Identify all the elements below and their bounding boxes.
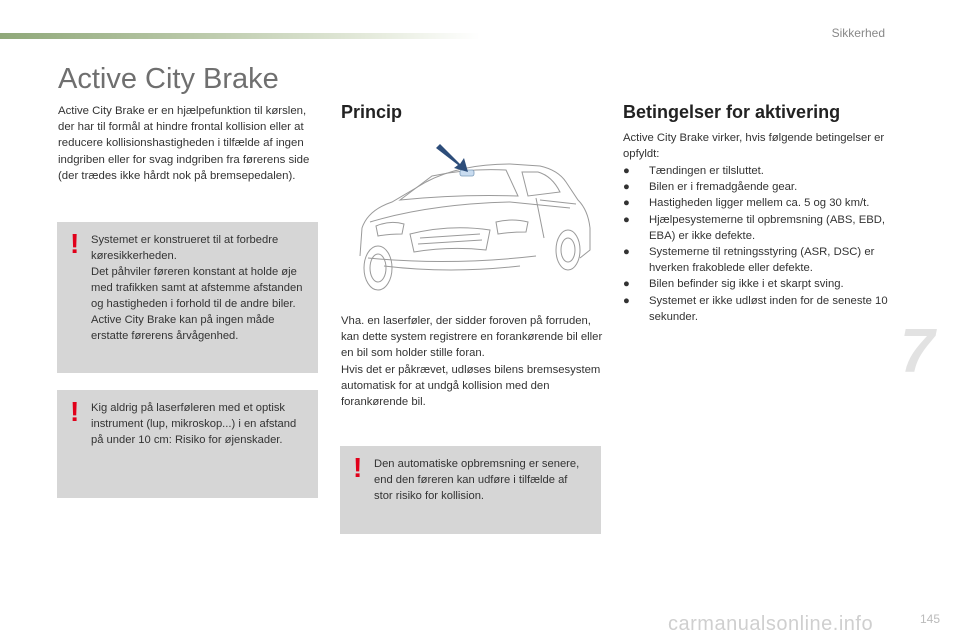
list-item-text: Hjælpesystemerne til opbremsning (ABS, EBD, EBA) er ikke defekte. (649, 213, 886, 242)
list-item-text: Systemet er ikke udløst inden for de seneste 10 sekunder. (649, 294, 888, 323)
list-item (623, 276, 888, 292)
sensor-arrow-icon (436, 144, 468, 172)
warning-box-system (57, 222, 318, 373)
car-illustration (340, 138, 602, 300)
bullet-icon: ● (623, 246, 630, 259)
list-item (623, 163, 888, 179)
betingelser-intro: Active City Brake virker, hvis følgende betingelser er opfyldt: (623, 132, 885, 161)
page-title: Active City Brake (58, 63, 279, 95)
list-item-text: Bilen befinder sig ikke i et skarpt sving. (649, 278, 844, 291)
chapter-number: 7 (900, 317, 935, 386)
bullet-icon: ● (623, 197, 630, 210)
conditions-list (623, 163, 888, 325)
bullet-icon: ● (623, 181, 630, 194)
warning-line: Systemet er konstrueret til at forbedre køresikkerheden. (91, 234, 279, 262)
bullet-icon: ● (623, 165, 630, 177)
list-item (623, 293, 888, 325)
warning-icon: ! (70, 396, 80, 427)
warning-box-braking (340, 446, 601, 534)
heading-princip: Princip (341, 102, 403, 122)
warning-text (91, 400, 306, 448)
section-label: Sikkerhed (831, 26, 885, 40)
bullet-icon: ● (623, 213, 630, 226)
warning-line: Den automatiske opbremsning er senere, end den føreren kan udføre i tilfælde af stor risiko for kollision. (374, 458, 580, 502)
princip-paragraph: Hvis det er påkrævet, udløses bilens bremsesystem automatisk for at undgå kollision med den forankørende bil. (341, 363, 601, 409)
princip-paragraph: Vha. en laserføler, der sidder foroven på forruden, kan dette system registrere en forankørende bil eller en bil som holder stille foran. (341, 315, 603, 360)
page-number: 145 (919, 612, 940, 626)
bullet-icon: ● (623, 278, 630, 291)
warning-text (91, 232, 306, 344)
header-accent-bar (0, 33, 480, 39)
footer-watermark[interactable]: carmanualsonline.info (668, 613, 874, 635)
warning-line: Active City Brake kan på ingen måde erstatte førerens årvågenhed. (91, 314, 275, 342)
warning-line: Det påhviler føreren konstant at holde øje med trafikken samt at afstemme afstanden og hastigheden i forhold til de andre biler. (91, 266, 303, 310)
list-item-text: Bilen er i fremadgående gear. (649, 181, 798, 194)
list-item (623, 212, 888, 244)
bullet-icon: ● (623, 294, 630, 307)
list-item (623, 244, 888, 276)
list-item-text: Systemerne til retningsstyring (ASR, DSC) er hverken frakoblede eller defekte. (649, 246, 875, 275)
warning-line: Kig aldrig på laserføleren med et optisk instrument (lup, mikroskop...) i en afstand på under 10 cm: Risiko for øjenskader. (91, 402, 297, 446)
warning-text (374, 456, 589, 504)
list-item (623, 179, 888, 195)
list-item (623, 195, 888, 211)
princip-text (341, 313, 603, 410)
warning-icon: ! (70, 228, 80, 259)
warning-box-laser (57, 390, 318, 498)
list-item-text: Tændingen er tilsluttet. (649, 165, 764, 177)
intro-paragraph: Active City Brake er en hjælpefunktion til kørslen, der har til formål at hindre frontal kollision eller at reducere kollisionshastigheden i tilfælde af ingen indgriben eller for svag indgriben fra førerens side (der trædes ikke hårdt nok på bremsepedalen). (58, 105, 310, 182)
list-item-text: Hastigheden ligger mellem ca. 5 og 30 km/t. (649, 197, 870, 210)
warning-icon: ! (353, 452, 363, 483)
heading-betingelser: Betingelser for aktivering (623, 102, 841, 122)
